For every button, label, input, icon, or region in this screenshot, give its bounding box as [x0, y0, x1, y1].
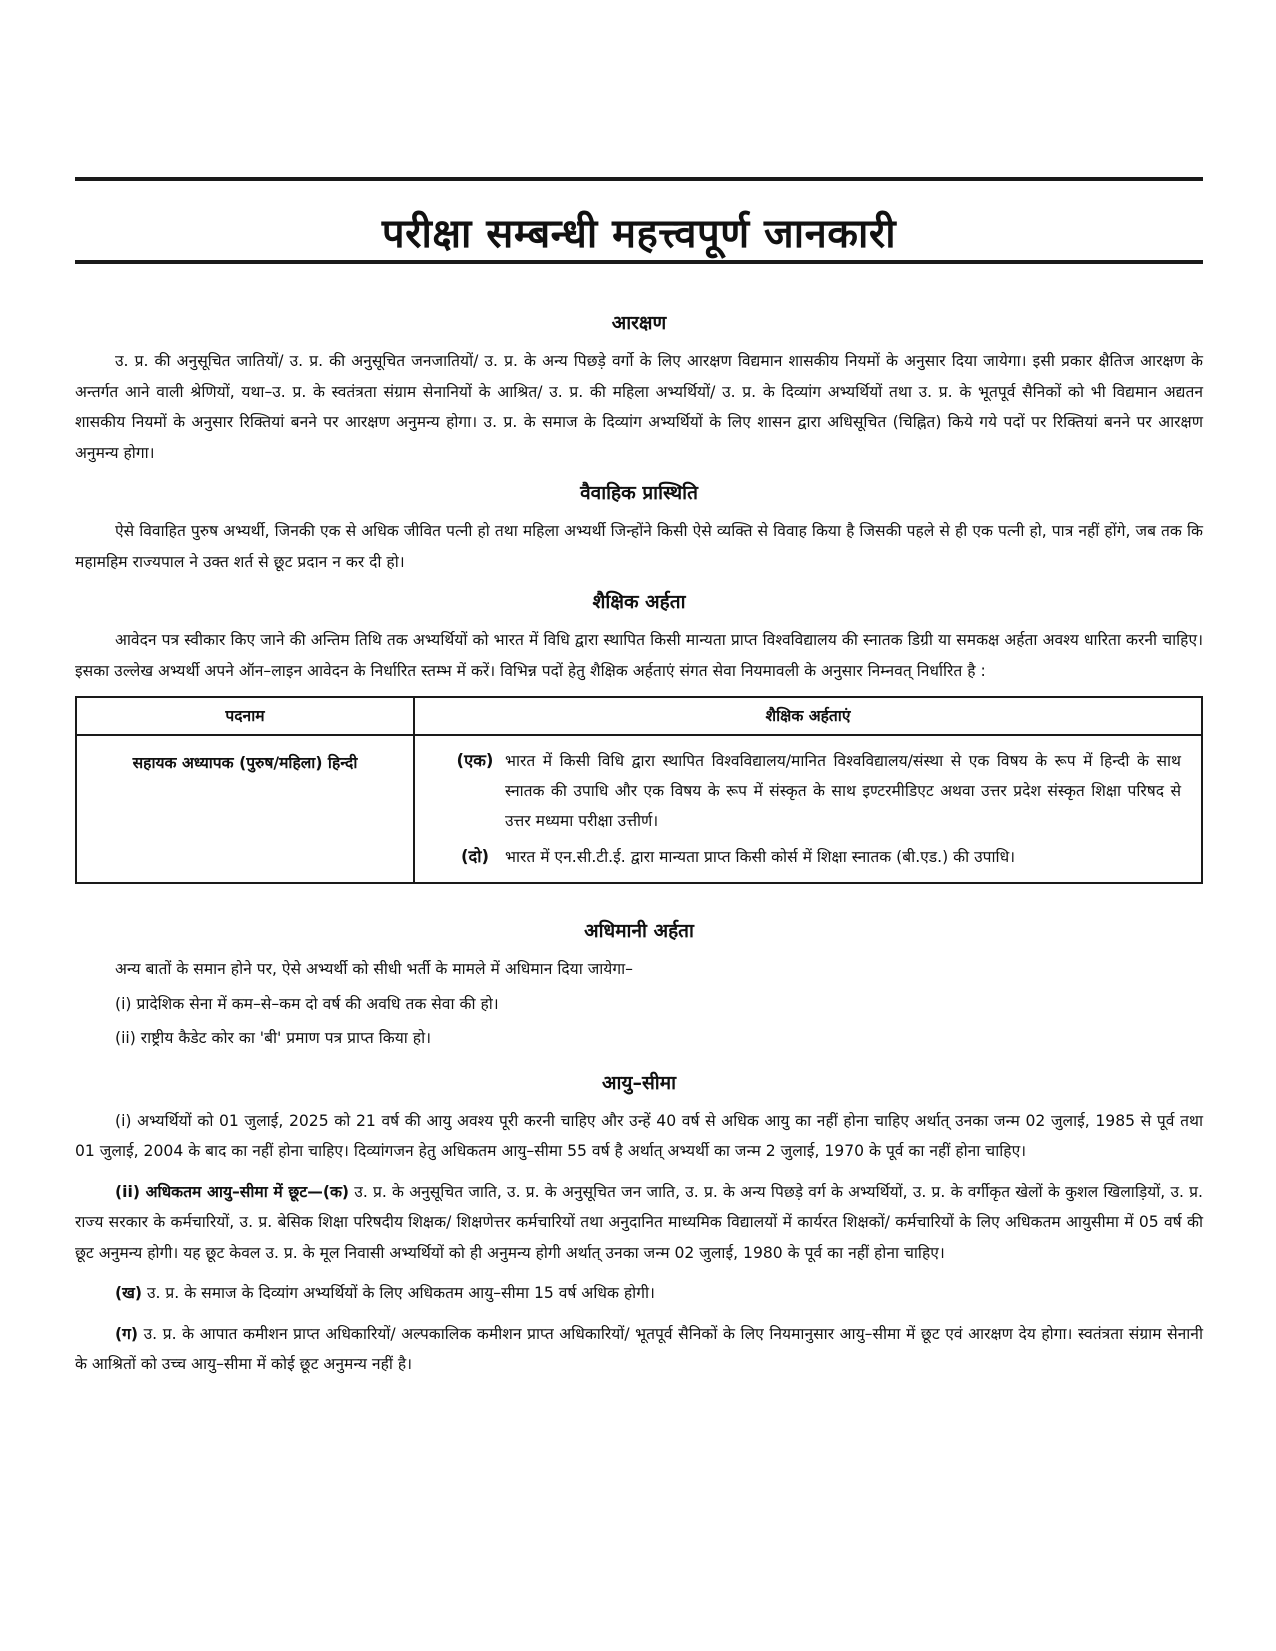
marital-text: ऐसे विवाहित पुरुष अभ्यर्थी, जिनकी एक से अधिक जीवित पत्नी हो तथा महिला अभ्यर्थी जिन्होंने किसी ऐसे व्यक्ति से विवाह किया है जिसकी पहले से ही एक पत्नी हो, पात्र नहीं होंगे, जब तक कि महामहिम राज्यपाल ने उक्त शर्त से छूट प्रदान न कर दी हो। — [75, 522, 1203, 571]
title-underline — [75, 260, 1203, 264]
document-content — [75, 308, 1203, 1390]
qualification-table — [75, 696, 1203, 884]
age-heading: आयु–सीमा — [602, 1071, 676, 1094]
age-relaxation-lead: (ii) अधिकतम आयु–सीमा में छूट—(क) — [115, 1182, 350, 1201]
page-title: परीक्षा सम्बन्धी महत्त्वपूर्ण जानकारी — [381, 211, 897, 257]
age-paragraph-4 — [75, 1319, 1203, 1380]
age-paragraph-1: (i) अभ्यर्थियों को 01 जुलाई, 2025 को 21 वर्ष की आयु अवश्य पूरी करनी चाहिए और उन्हें 40 वर्ष से अधिक आयु का नहीं होना चाहिए अर्थात् उनका जन्म 02 जुलाई, 1985 से पूर्व तथा 01 जुलाई, 2004 के बाद का नहीं होना चाहिए। दिव्यांगजन हेतु अधिकतम आयु–सीमा 55 वर्ष है अर्थात् अभ्यर्थी का जन्म 2 जुलाई, 1970 के पूर्व का नहीं होना चाहिए। — [75, 1111, 1203, 1160]
header-qualifications: शैक्षिक अर्हताएं — [414, 697, 1202, 735]
header-post: पदनाम — [76, 697, 414, 735]
age-relaxation-text: उ. प्र. के अनुसूचित जाति, उ. प्र. के अनुसूचित जन जाति, उ. प्र. के अन्य पिछड़े वर्ग के अभ्यर्थियों, उ. प्र. के वर्गीकृत खेलों के कुशल खिलाड़ियों, उ. प्र. राज्य सरकार के कर्मचारियों, उ. प्र. बेसिक शिक्षा परिषदीय शिक्षक/ शिक्षणेत्तर कर्मचारियों तथा अनुदानित माध्यमिक विद्यालयों में कार्यरत शिक्षकों/ कर्मचारियों के लिए अधिकतम आयुसीमा में 05 वर्ष की छूट अनुमन्य होगी। यह छूट केवल उ. प्र. के मूल निवासी अभ्यर्थियों को ही अनुमन्य होगी अर्थात् उनका जन्म 02 जुलाई, 1980 के पूर्व का नहीं होना चाहिए। — [75, 1182, 1204, 1262]
clause-ga-label: (ग) — [115, 1324, 139, 1343]
clause-kha-text: उ. प्र. के समाज के दिव्यांग अभ्यर्थियों के लिए अधिकतम आयु–सीमा 15 वर्ष अधिक होगी। — [142, 1284, 655, 1302]
qualification-item — [445, 746, 1181, 836]
preference-heading: अधिमानी अर्हता — [584, 920, 694, 942]
marital-heading: वैवाहिक प्रास्थिति — [580, 482, 698, 504]
preference-intro: अन्य बातों के समान होने पर, ऐसे अभ्यर्थी को सीधी भर्ती के मामले में अधिमान दिया जायेगा– — [115, 960, 633, 978]
education-section — [75, 587, 1203, 884]
age-paragraph-3 — [75, 1278, 1203, 1309]
preference-item: (i) प्रादेशिक सेना में कम–से–कम दो वर्ष की अवधि तक सेवा की हो। — [115, 994, 499, 1013]
qualifications-cell — [414, 735, 1202, 883]
qualification-number: (एक) — [456, 751, 494, 770]
qualification-item — [445, 842, 1181, 872]
education-heading: शैक्षिक अर्हता — [592, 591, 686, 613]
qualification-text: भारत में किसी विधि द्वारा स्थापित विश्वविद्यालय/मानित विश्वविद्यालय/संस्था से एक विषय के रूप में हिन्दी के साथ स्नातक की उपाधि और एक विषय के रूप में संस्कृत के साथ इण्टरमीडिएट अथवा उत्तर प्रदेश संस्कृत शिक्षा परिषद से उत्तर मध्यमा परीक्षा उत्तीर्ण। — [505, 752, 1181, 830]
preference-section — [75, 916, 1203, 1054]
table-header-row — [76, 697, 1202, 735]
reservation-heading: आरक्षण — [611, 312, 667, 334]
marital-section — [75, 478, 1203, 577]
age-section — [75, 1068, 1203, 1380]
education-text: आवेदन पत्र स्वीकार किए जाने की अन्तिम तिथि तक अभ्यर्थियों को भारत में विधि द्वारा स्थापित किसी मान्यता प्राप्त विश्वविद्यालय की स्नातक डिग्री या समकक्ष अर्हता अवश्य धारिता करनी चाहिए। इसका उल्लेख अभ्यर्थी अपने ऑन–लाइन आवेदन के निर्धारित स्तम्भ में करें। विभिन्न पदों हेतु शैक्षिक अर्हताएं संगत सेवा नियमावली के अनुसार निम्नवत् निर्धारित है : — [75, 631, 1203, 680]
preference-item: (ii) राष्ट्रीय कैडेट कोर का 'बी' प्रमाण पत्र प्राप्त किया हो। — [115, 1029, 432, 1047]
qualification-number: (दो) — [460, 847, 490, 866]
clause-kha-label: (ख) — [115, 1284, 143, 1302]
post-name: सहायक अध्यापक (पुरुष/महिला) हिन्दी — [76, 735, 414, 883]
table-row — [76, 735, 1202, 883]
qualification-text: भारत में एन.सी.टी.ई. द्वारा मान्यता प्राप्त किसी कोर्स में शिक्षा स्नातक (बी.एड.) की उपाधि। — [505, 848, 1016, 866]
top-rule — [75, 177, 1203, 181]
clause-ga-text: उ. प्र. के आपात कमीशन प्राप्त अधिकारियों/ अल्पकालिक कमीशन प्राप्त अधिकारियों/ भूतपूर्व सैनिकों के लिए नियमानुसार आयु–सीमा में छूट एवं आरक्षण देय होगा। स्वतंत्रता संग्राम सेनानी के आश्रितों को उच्च आयु–सीमा में कोई छूट अनुमन्य नहीं है। — [75, 1324, 1203, 1373]
age-paragraph-2 — [75, 1177, 1203, 1269]
reservation-section — [75, 308, 1203, 468]
reservation-text: उ. प्र. की अनुसूचित जातियों/ उ. प्र. की अनुसूचित जनजातियों/ उ. प्र. के अन्य पिछड़े वर्गो के लिए आरक्षण विद्यमान शासकीय नियमों के अनुसार दिया जायेगा। इसी प्रकार क्षैतिज आरक्षण के अन्तर्गत आने वाली श्रेणियों, यथा–उ. प्र. के स्वतंत्रता संग्राम सेनानियों के आश्रित/ उ. प्र. की महिला अभ्यर्थियों/ उ. प्र. के दिव्यांग अभ्यर्थियों तथा उ. प्र. के भूतपूर्व सैनिकों को भी विद्यमान अद्यतन शासकीय नियमों के अनुसार रिक्तियां बनने पर आरक्षण अनुमन्य होगा। उ. प्र. के समाज के दिव्यांग अभ्यर्थियों के लिए शासन द्वारा अधिसूचित (चिह्नित) किये गये पदों पर रिक्तियां बनने पर आरक्षण अनुमन्य होगा। — [75, 352, 1203, 462]
